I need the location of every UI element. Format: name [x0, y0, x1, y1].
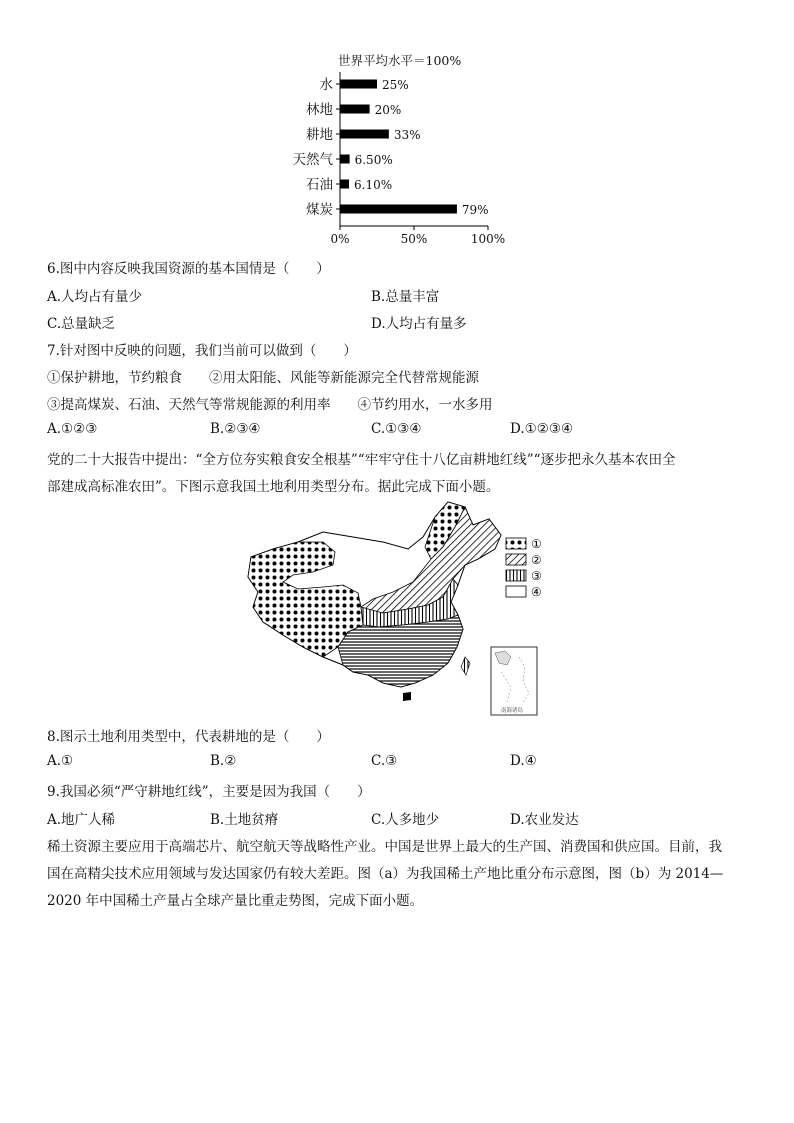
q7-option-d[interactable]: D.①②③④ [510, 421, 574, 437]
q7-option-c[interactable]: C.①③④ [371, 421, 422, 437]
q8-option-c[interactable]: C.③ [371, 753, 398, 769]
q6-option-a[interactable]: A.人均占有量少 [47, 289, 143, 305]
bar [340, 180, 349, 189]
q7-option-b[interactable]: B.②③④ [210, 421, 261, 437]
category-label: 煤炭 [306, 202, 333, 218]
passage3-line1: 稀土资源主要应用于高端芯片、航空航天等战略性产业。中国是世界上最大的生产国、消费国和供应国。目前，我 [47, 839, 722, 855]
bar [340, 205, 457, 214]
x-tick-label: 0% [330, 232, 350, 246]
south-china-sea-inset [491, 647, 537, 715]
category-label: 天然气 [292, 152, 333, 168]
category-label: 石油 [306, 177, 333, 193]
value-label: 6.10% [354, 178, 393, 192]
legend-label-1: ① [531, 537, 542, 551]
map-legend [506, 537, 542, 599]
passage2-line2: 部建成高标准农田”。下图示意我国土地利用类型分布。据此完成下面小题。 [47, 479, 500, 495]
q9-option-d[interactable]: D.农业发达 [510, 812, 579, 828]
q7-statements-1: ①保护耕地，节约粮食 ②用太阳能、风能等新能源完全代替常规能源 [47, 370, 479, 386]
value-label: 6.50% [354, 153, 393, 167]
category-label: 水 [319, 77, 333, 93]
value-label: 20% [374, 103, 402, 117]
category-label: 耕地 [306, 127, 333, 143]
q6-option-c[interactable]: C.总量缺乏 [47, 316, 116, 332]
x-tick-label: 50% [400, 232, 428, 246]
taiwan-island [461, 657, 470, 675]
china-land-use-map [243, 497, 553, 719]
q7-statements-2: ③提高煤炭、石油、天然气等常规能源的利用率 ④节约用水，一水多用 [47, 397, 493, 413]
value-label: 33% [393, 128, 421, 142]
q8-option-d[interactable]: D.④ [510, 753, 537, 769]
hainan-island [403, 692, 411, 701]
passage3-line3: 2020 年中国稀土产量占全球产量比重走势图，完成下面小题。 [47, 893, 424, 909]
legend-label-3: ③ [531, 569, 542, 583]
resource-per-capita-bar-chart [270, 48, 530, 248]
q9-option-c[interactable]: C.人多地少 [371, 812, 440, 828]
bar [340, 155, 350, 164]
q6-stem: 6.图中内容反映我国资源的基本国情是（ ） [47, 261, 330, 277]
q8-stem: 8.图示土地利用类型中，代表耕地的是（ ） [47, 729, 330, 745]
inset-label: 南海诸岛 [501, 708, 524, 714]
q9-option-a[interactable]: A.地广人稀 [47, 812, 116, 828]
q9-option-b[interactable]: B.土地贫瘠 [210, 812, 279, 828]
q7-stem: 7.针对图中反映的问题，我们当前可以做到（ ） [47, 343, 357, 359]
bar [340, 80, 377, 89]
q6-option-d[interactable]: D.人均占有量多 [371, 316, 467, 332]
q9-stem: 9.我国必须“严守耕地红线”，主要是因为我国（ ） [47, 784, 371, 800]
legend-label-4: ④ [531, 585, 542, 599]
bar [340, 130, 389, 139]
x-tick-label: 100% [470, 232, 506, 246]
q8-option-b[interactable]: B.② [210, 753, 237, 769]
bar [340, 105, 370, 114]
q6-option-b[interactable]: B.总量丰富 [371, 289, 440, 305]
q8-option-a[interactable]: A.① [47, 753, 74, 769]
passage2-line1: 党的二十大报告中提出：“全方位夯实粮食安全根基”“牢牢守住十八亿亩耕地红线”“逐步把永久基本农田全 [47, 452, 676, 468]
passage3-line2: 国在高精尖技术应用领域与发达国家仍有较大差距。图（a）为我国稀土产地比重分布示意图，图（b）为 2014— [47, 866, 724, 882]
legend-label-2: ② [531, 553, 542, 567]
chart-title: 世界平均水平＝100% [338, 53, 462, 68]
value-label: 79% [461, 203, 489, 217]
q7-option-a[interactable]: A.①②③ [47, 421, 98, 437]
value-label: 25% [382, 78, 409, 92]
category-label: 林地 [306, 102, 333, 118]
